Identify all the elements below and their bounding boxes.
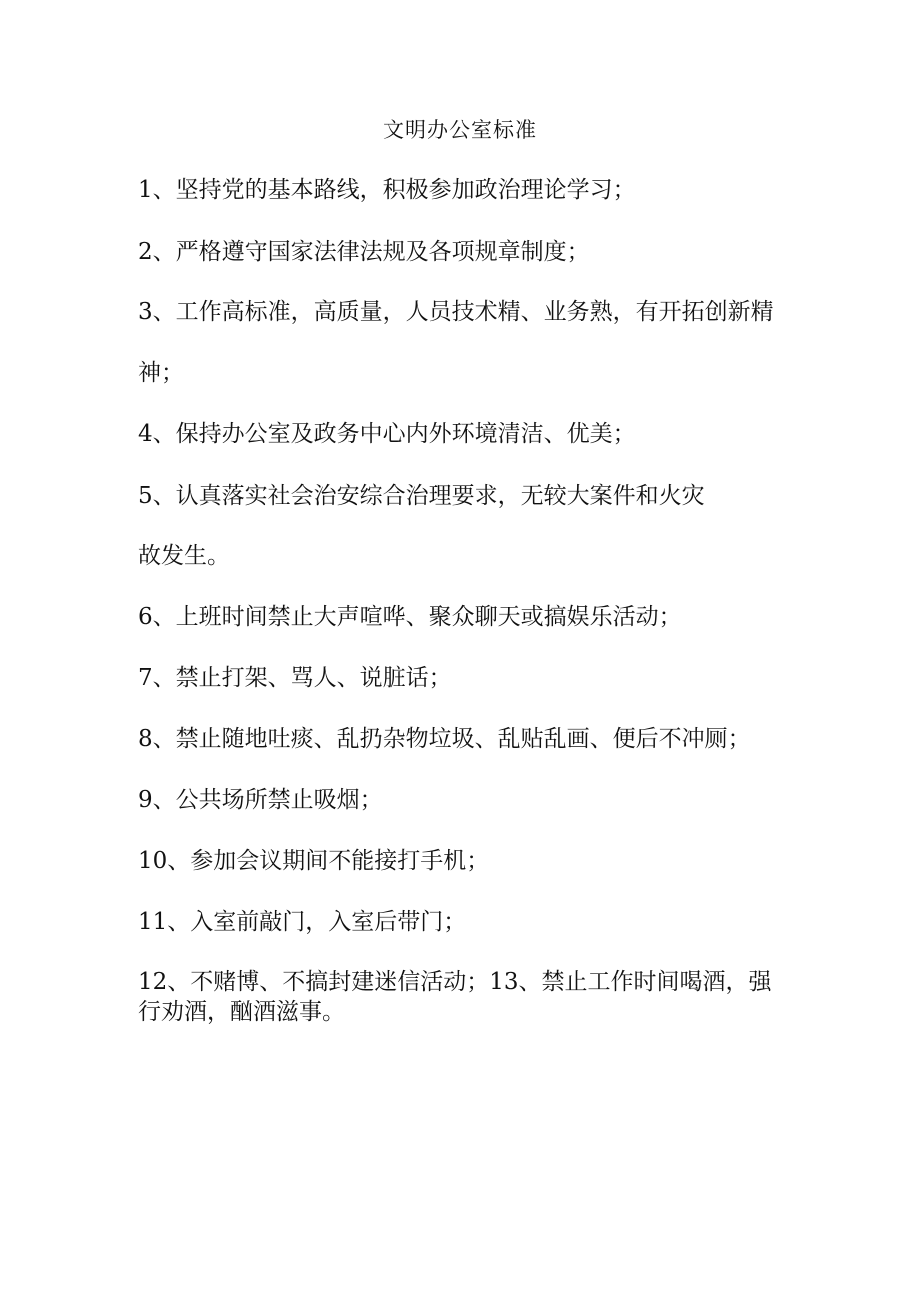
rule-line-7: 7、禁止打架、骂人、说脏话； <box>138 665 452 691</box>
rule-line-3: 3、工作高标准，高质量，人员技术精、业务熟，有开拓创新精 <box>138 299 774 325</box>
rule-line-13-continued: 行劝酒，酗酒滋事。 <box>138 999 345 1025</box>
rule-line-5-continued: 故发生。 <box>138 543 230 569</box>
rule-line-12-13: 12、不赌博、不搞封建迷信活动；13、禁止工作时间喝酒，强 <box>138 969 772 995</box>
rule-line-8: 8、禁止随地吐痰、乱扔杂物垃圾、乱贴乱画、便后不冲厕； <box>138 726 751 752</box>
rule-line-3-continued: 神； <box>138 360 184 386</box>
rule-line-5: 5、认真落实社会治安综合治理要求，无较大案件和火灾 <box>138 483 705 509</box>
rule-line-6: 6、上班时间禁止大声喧哗、聚众聊天或搞娱乐活动； <box>138 604 682 630</box>
document-title: 文明办公室标准 <box>383 118 537 142</box>
rule-line-1: 1、坚持党的基本路线，积极参加政治理论学习； <box>138 177 636 203</box>
rule-line-4: 4、保持办公室及政务中心内外环境清洁、优美； <box>138 421 636 447</box>
rule-line-9: 9、公共场所禁止吸烟； <box>138 787 383 813</box>
rule-line-2: 2、严格遵守国家法律法规及各项规章制度； <box>138 239 590 265</box>
rule-line-10: 10、参加会议期间不能接打手机； <box>138 848 490 874</box>
rule-line-11: 11、入室前敲门，入室后带门； <box>138 909 467 935</box>
